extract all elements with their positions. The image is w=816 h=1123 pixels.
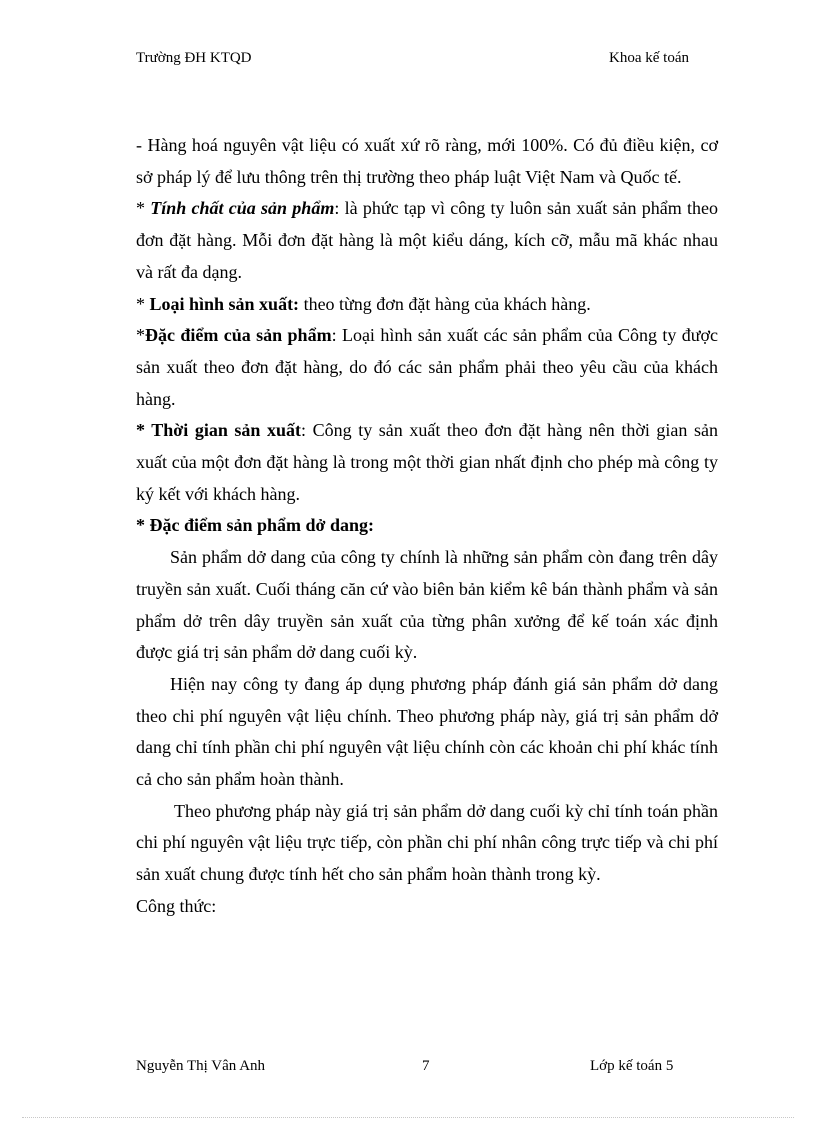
heading-product-features: Đặc điểm của sản phẩm bbox=[145, 325, 332, 346]
paragraph-wip-calculation: Theo phương pháp này giá trị sản phẩm dở dang cuối kỳ chỉ tính toán phần chi phí nguyên vật liệu trực tiếp, còn phần chi phí nhân công trực tiếp và chi phí sản xuất chung được tính hết cho sản phẩm hoàn thành trong kỳ. bbox=[136, 800, 718, 885]
footer-page-number: 7 bbox=[422, 1058, 430, 1074]
heading-production-type: Loại hình sản xuất: bbox=[149, 293, 300, 314]
paragraph-wip-description: Sản phẩm dở dang của công ty chính là những sản phẩm còn đang trên dây truyền sản xuất. Cuối tháng căn cứ vào biên bản kiểm kê bán thành phẩm và sản phẩm dở trên dây truyền sản xuất của từng phân xưởng để kế toán xác định được giá trị sản phẩm dở dang cuối kỳ. bbox=[136, 547, 718, 663]
document-body bbox=[136, 130, 718, 923]
text-production-time: : Công ty sản xuất theo đơn đặt hàng nên thời gian sản xuất của một đơn đặt hàng là trong một thời gian nhất định cho phép mà công ty ký kết với khách hàng. bbox=[136, 420, 718, 504]
paragraph-formula-label: Công thức: bbox=[136, 895, 217, 916]
paragraph-materials: - Hàng hoá nguyên vật liệu có xuất xứ rõ ràng, mới 100%. Có đủ điều kiện, cơ sở pháp lý để lưu thông trên thị trường theo pháp luật Việt Nam và Quốc tế. bbox=[136, 135, 718, 187]
paragraph-wip-method: Hiện nay công ty đang áp dụng phương pháp đánh giá sản phẩm dở dang theo chi phí nguyên vật liệu chính. Theo phương pháp này, giá trị sản phẩm dở dang chỉ tính phần chi phí nguyên vật liệu chính còn các khoản chi phí khác tính cả cho sản phẩm hoàn thành. bbox=[136, 673, 718, 790]
paragraph-wip-heading bbox=[136, 510, 718, 542]
footer-class: Lớp kế toán 5 bbox=[590, 1058, 674, 1074]
paragraph-product-features bbox=[136, 320, 718, 415]
heading-production-time: * Thời gian sản xuất bbox=[136, 420, 302, 441]
header-school: Trường ĐH KTQD bbox=[136, 50, 252, 66]
heading-product-nature: Tính chất của sản phẩm bbox=[150, 198, 335, 219]
text-product-nature: : là phức tạp vì công ty luôn sản xuất sản phẩm theo đơn đặt hàng. Mỗi đơn đặt hàng là một kiểu dáng, kích cỡ, mẫu mã khác nhau và rất đa dạng. bbox=[136, 198, 719, 282]
paragraph-product-nature bbox=[136, 193, 718, 288]
footer-author: Nguyễn Thị Vân Anh bbox=[136, 1058, 266, 1074]
bullet-marker: * bbox=[136, 198, 151, 219]
paragraph-production-type bbox=[136, 289, 718, 321]
heading-wip: * Đặc điểm sản phẩm dở dang: bbox=[136, 515, 375, 536]
bullet-marker: * bbox=[136, 293, 150, 314]
paragraph-production-time bbox=[136, 415, 718, 510]
header-department: Khoa kế toán bbox=[609, 50, 689, 66]
bullet-marker: * bbox=[136, 325, 145, 346]
page-bottom-divider bbox=[22, 1117, 794, 1118]
text-product-features: : Loại hình sản xuất các sản phẩm của Công ty được sản xuất theo đơn đặt hàng, do đó các sản phẩm phải theo yêu cầu của khách hàng. bbox=[136, 325, 718, 409]
text-production-type: theo từng đơn đặt hàng của khách hàng. bbox=[299, 293, 591, 314]
